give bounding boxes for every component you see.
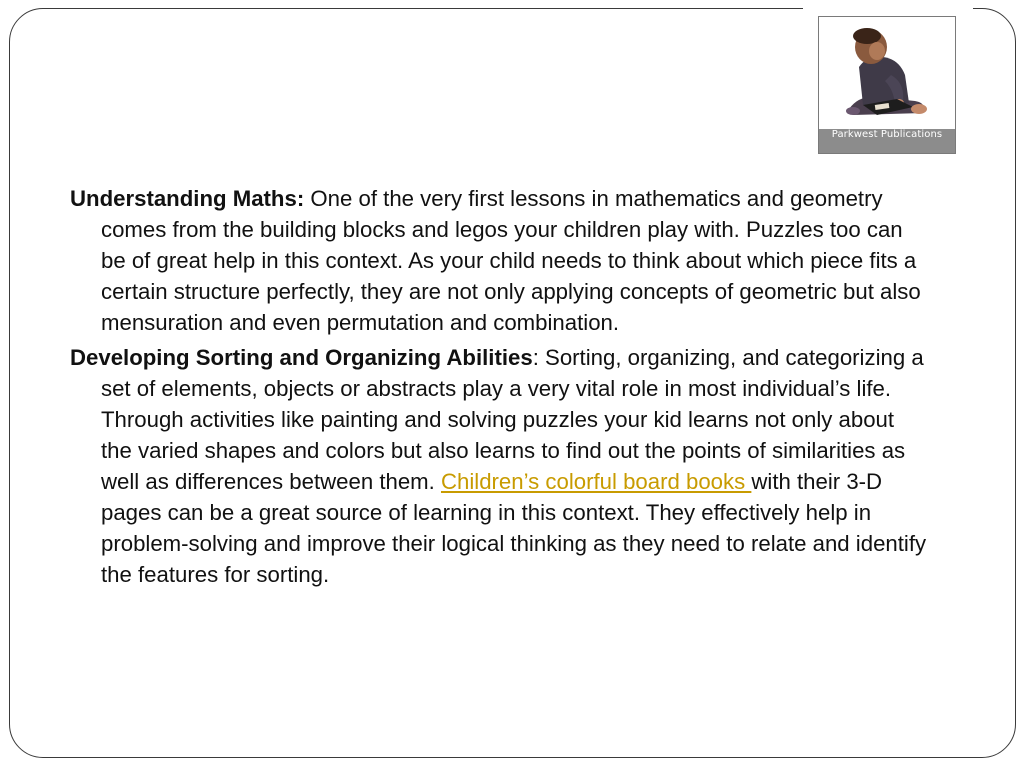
slide-body [70, 183, 930, 594]
paragraph-heading: Developing Sorting and Organizing Abilities [70, 345, 533, 370]
board-books-link[interactable]: Children’s colorful board books [440, 469, 752, 494]
baby-reading-photo-icon [819, 17, 956, 129]
paragraph-understanding-maths [70, 183, 930, 338]
paragraph-heading: Understanding Maths: [70, 186, 305, 211]
logo-caption: Parkwest Publications [831, 129, 943, 140]
frame-gap [803, 0, 973, 14]
paragraph-text-continued: with their 3-D pages can be a great source of learning in this context. They effectively help in problem-solving and improve their logical thinking as they need to relate and identify the features for sorting. [101, 469, 927, 587]
paragraph-text: : Sorting, organizing, and categorizing a set of elements, objects or abstracts play a very vital role in most individual’s life. Through activities like painting and solving puzzles your kid learns not only about the varied shapes and colors but also learns to find out the points of similarities as well as differences between them. [101, 345, 924, 494]
paragraph-text: One of the very first lessons in mathematics and geometry comes from the building blocks and legos your children play with. Puzzles too can be of great help in this context. As your child needs to think about which piece fits a certain structure perfectly, they are not only applying concepts of geometric but also mensuration and even permutation and combination. [101, 186, 921, 335]
paragraph-sorting-organizing [70, 342, 930, 590]
publisher-logo [818, 16, 956, 154]
